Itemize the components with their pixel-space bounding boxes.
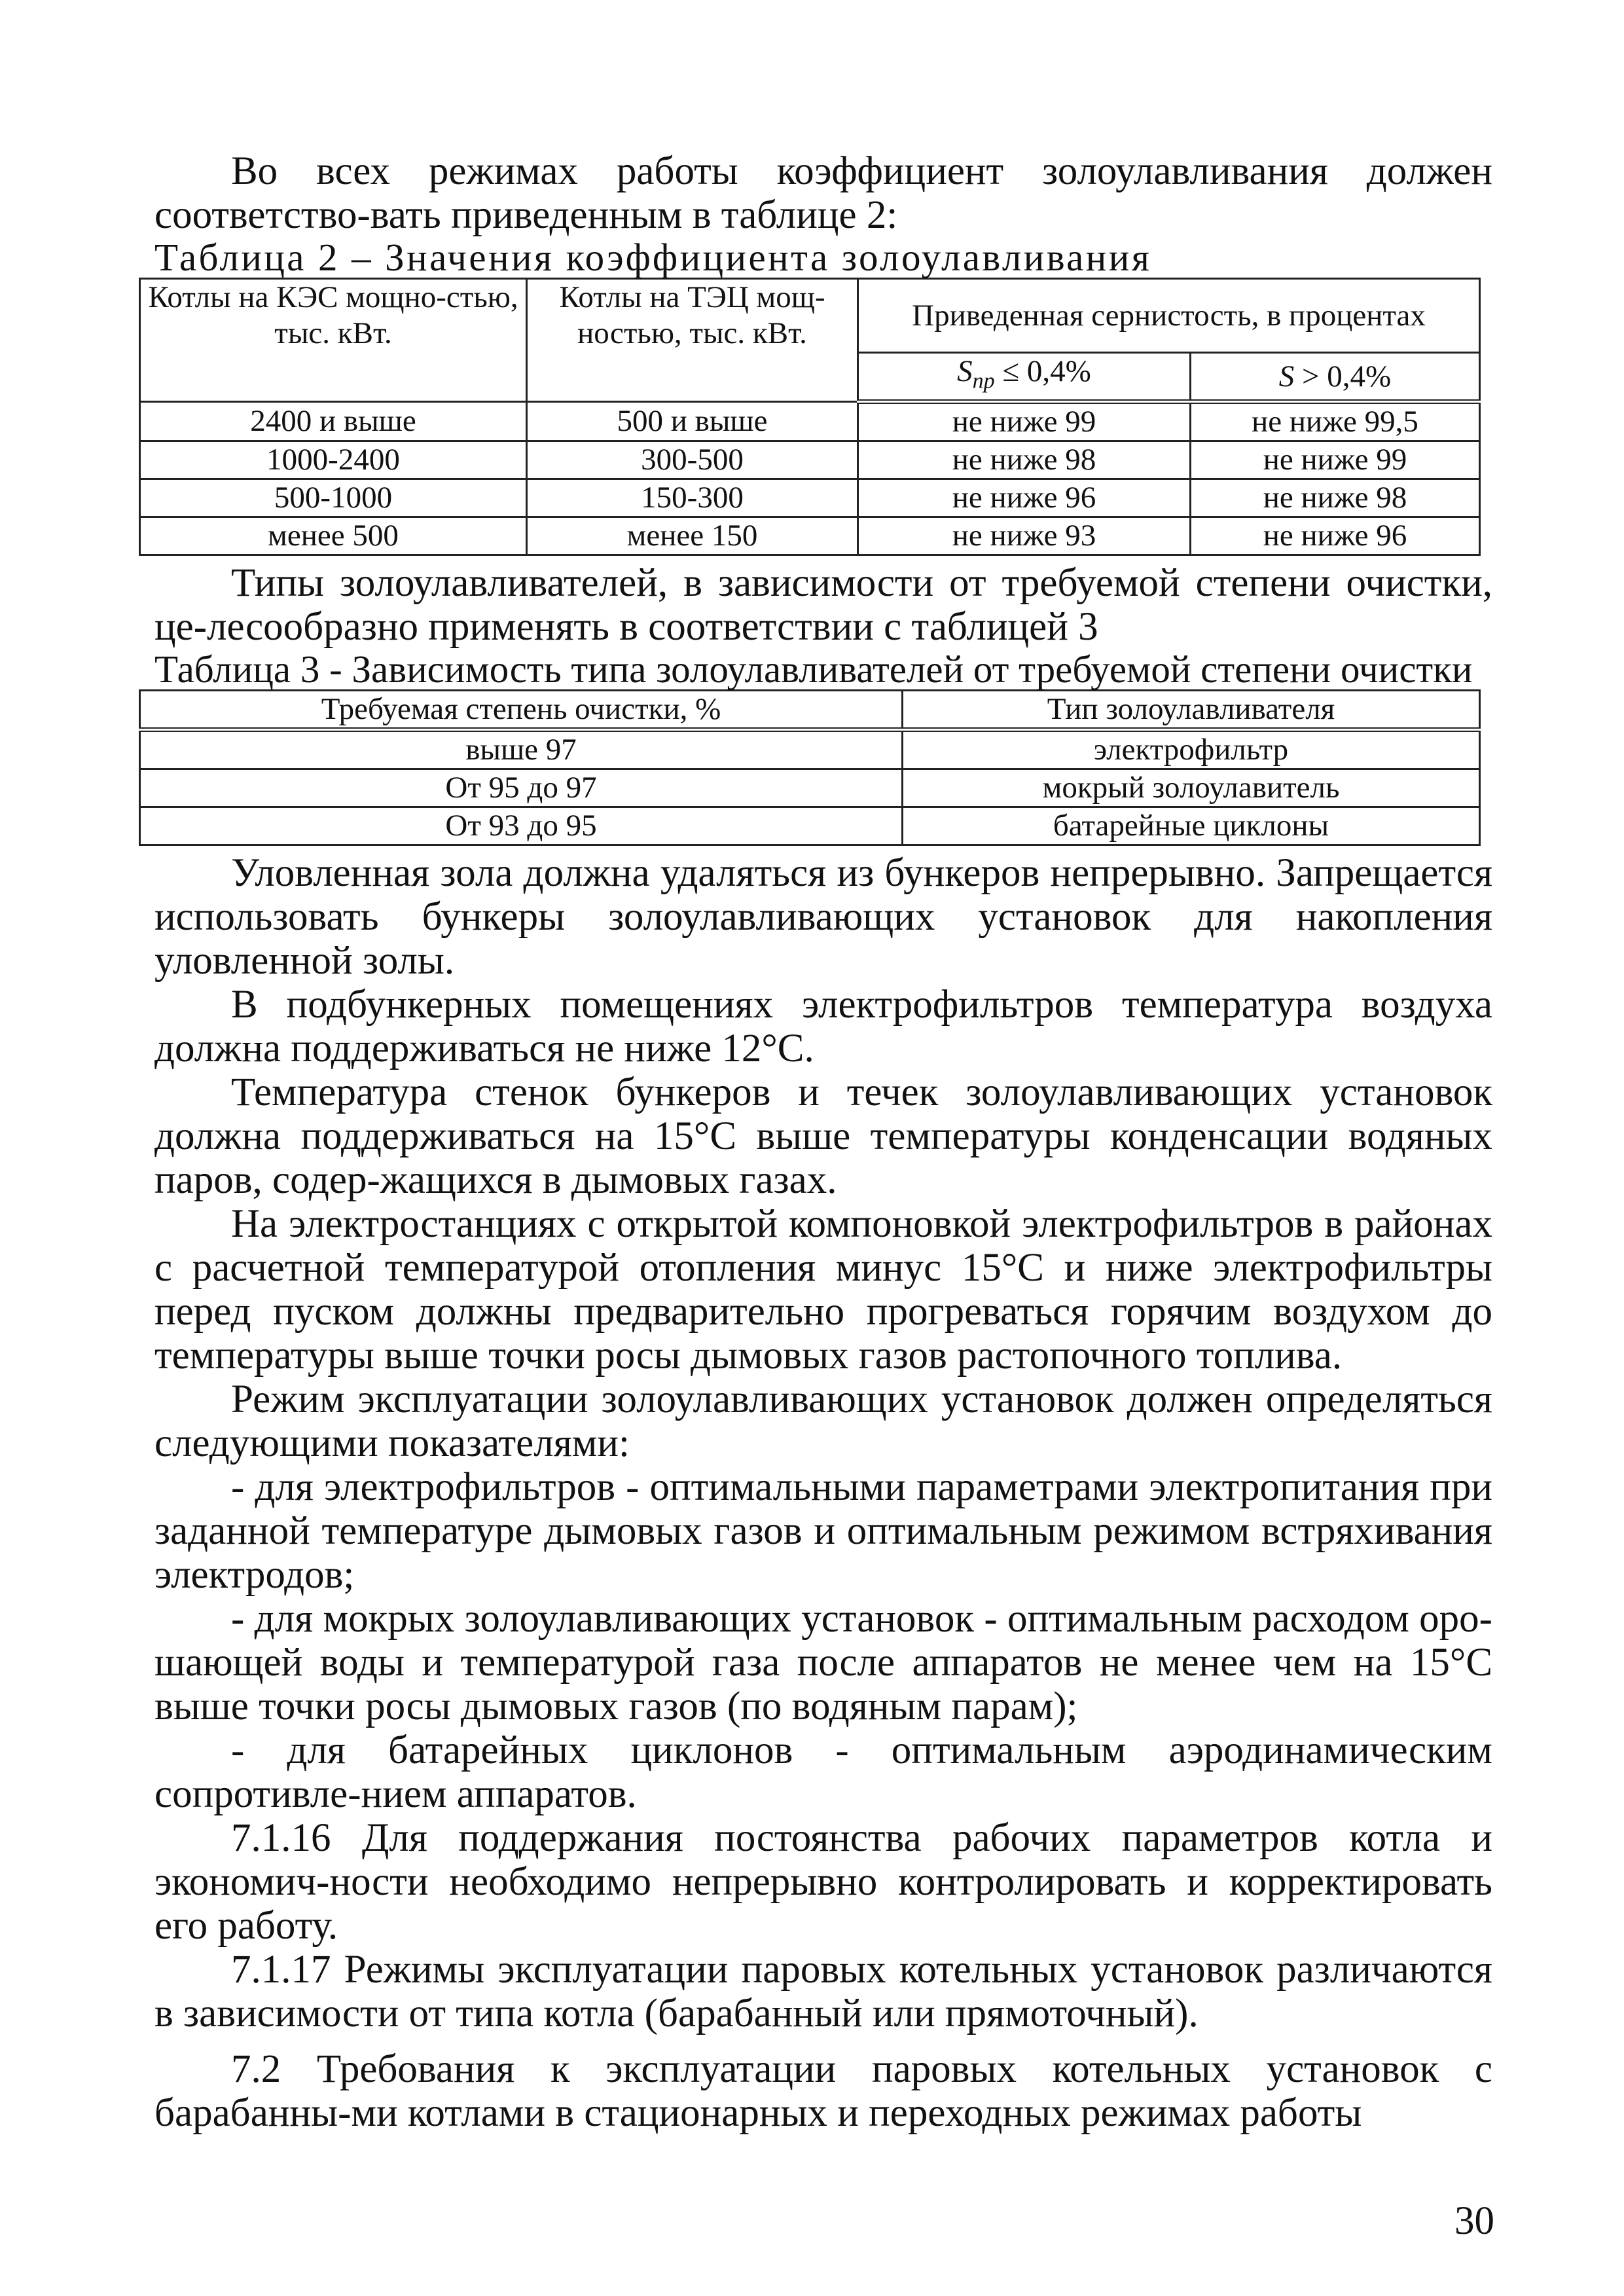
table-row	[140, 769, 1480, 807]
paragraph-intro: Во всех режимах работы коэффициент золоулавливания должен соответство-вать приведенным в таблице 2:	[154, 149, 1492, 237]
table-cell: 1000-2400	[140, 441, 527, 479]
sulfur-high-condition: > 0,4%	[1302, 359, 1392, 393]
table-cell: мокрый золоулавитель	[903, 769, 1480, 807]
table-cell: не ниже 99	[858, 402, 1191, 441]
list-item-battery-cyclones: - для батарейных циклонов - оптимальным аэродинамическим сопротивле-нием аппаратов.	[154, 1728, 1492, 1816]
table-row	[140, 441, 1480, 479]
table-cell: От 93 до 95	[140, 807, 903, 845]
table-2-header-sulfur-low	[858, 353, 1191, 402]
table-2-header-sulfur-high	[1191, 353, 1480, 402]
table-cell: не ниже 98	[1191, 479, 1480, 517]
table-3	[139, 689, 1481, 846]
table-2-caption: Таблица 2 – Значения коэффициента золоулавливания	[154, 236, 1152, 279]
page-number: 30	[1454, 2199, 1494, 2243]
paragraph-ash-removal: Уловленная зола должна удаляться из бункеров непрерывно. Запрещается использовать бункеры золоулавливающих установок для накопления уловленной золы.	[154, 851, 1492, 983]
table-row	[140, 807, 1480, 845]
sulfur-subscript: пр	[972, 369, 995, 393]
table-2	[139, 278, 1481, 556]
table-cell: выше 97	[140, 730, 903, 769]
table-cell: не ниже 96	[1191, 517, 1480, 555]
table-3-header-degree: Требуемая степень очистки, %	[140, 691, 903, 730]
table-cell: От 95 до 97	[140, 769, 903, 807]
table-row	[140, 479, 1480, 517]
table-cell: электрофильтр	[903, 730, 1480, 769]
paragraph-wall-temperature: Температура стенок бункеров и течек золоулавливающих установок должна поддерживаться на 15°С выше температуры конденсации водяных паров, содер-жащихся в дымовых газах.	[154, 1070, 1492, 1202]
table-cell: 2400 и выше	[140, 402, 527, 441]
sulfur-symbol: S	[1278, 359, 1295, 393]
table-cell: 500 и выше	[527, 402, 858, 441]
table-row	[140, 517, 1480, 555]
sulfur-low-condition: ≤ 0,4%	[1002, 354, 1091, 389]
paragraph-preheating: На электростанциях с открытой компоновкой электрофильтров в районах с расчетной температурой отопления минус 15°С и ниже электрофильтры перед пуском должны предварительно прогреваться горячим воздухом до температуры выше точки росы дымовых газов растопочного топлива.	[154, 1202, 1492, 1377]
paragraph-7-1-17: 7.1.17 Режимы эксплуатации паровых котельных установок различаются в зависимости от типа котла (барабанный или прямоточный).	[154, 1948, 1492, 2035]
table-3-caption: Таблица 3 - Зависимость типа золоулавливателей от требуемой степени очистки	[154, 647, 1473, 691]
page-body	[148, 149, 1492, 2135]
table-2-header-sulfur: Приведенная сернистость, в процентах	[858, 279, 1480, 353]
list-item-electrofilters: - для электрофильтров - оптимальными параметрами электропитания при заданной температуре дымовых газов и оптимальным режимом встряхивания электродов;	[154, 1465, 1492, 1597]
table-2-header-tec: Котлы на ТЭЦ мощ-ностью, тыс. кВт.	[527, 279, 858, 402]
table-cell: менее 150	[527, 517, 858, 555]
paragraph-7-1-16: 7.1.16 Для поддержания постоянства рабочих параметров котла и экономич-ности необходимо непрерывно контролировать и корректировать его работу.	[154, 1816, 1492, 1948]
list-item-wet-collectors: - для мокрых золоулавливающих установок - оптимальным расходом оро-шающей воды и температурой газа после аппаратов не менее чем на 15°С выше точки росы дымовых газов (по водяным парам);	[154, 1597, 1492, 1728]
paragraph-operating-mode: Режим эксплуатации золоулавливающих установок должен определяться следующими показателями:	[154, 1377, 1492, 1465]
table-cell: не ниже 96	[858, 479, 1191, 517]
table-cell: 300-500	[527, 441, 858, 479]
table-cell: не ниже 93	[858, 517, 1191, 555]
table-cell: не ниже 99,5	[1191, 402, 1480, 441]
sulfur-symbol: S	[957, 354, 973, 389]
table-cell: не ниже 98	[858, 441, 1191, 479]
section-heading-7-2: 7.2 Требования к эксплуатации паровых котельных установок с барабанны-ми котлами в стационарных и переходных режимах работы	[154, 2047, 1492, 2135]
table-cell: 500-1000	[140, 479, 527, 517]
table-cell: батарейные циклоны	[903, 807, 1480, 845]
paragraph-collector-types: Типы золоулавливателей, в зависимости от требуемой степени очистки, це-лесообразно применять в соответствии с таблицей 3	[154, 561, 1492, 649]
table-3-header-type: Тип золоулавливателя	[903, 691, 1480, 730]
table-row	[140, 402, 1480, 441]
paragraph-air-temperature: В подбункерных помещениях электрофильтров температура воздуха должна поддерживаться не ниже 12°С.	[154, 983, 1492, 1070]
table-2-header-kes: Котлы на КЭС мощно-стью, тыс. кВт.	[140, 279, 527, 402]
table-row	[140, 730, 1480, 769]
table-cell: не ниже 99	[1191, 441, 1480, 479]
table-cell: менее 500	[140, 517, 527, 555]
table-cell: 150-300	[527, 479, 858, 517]
